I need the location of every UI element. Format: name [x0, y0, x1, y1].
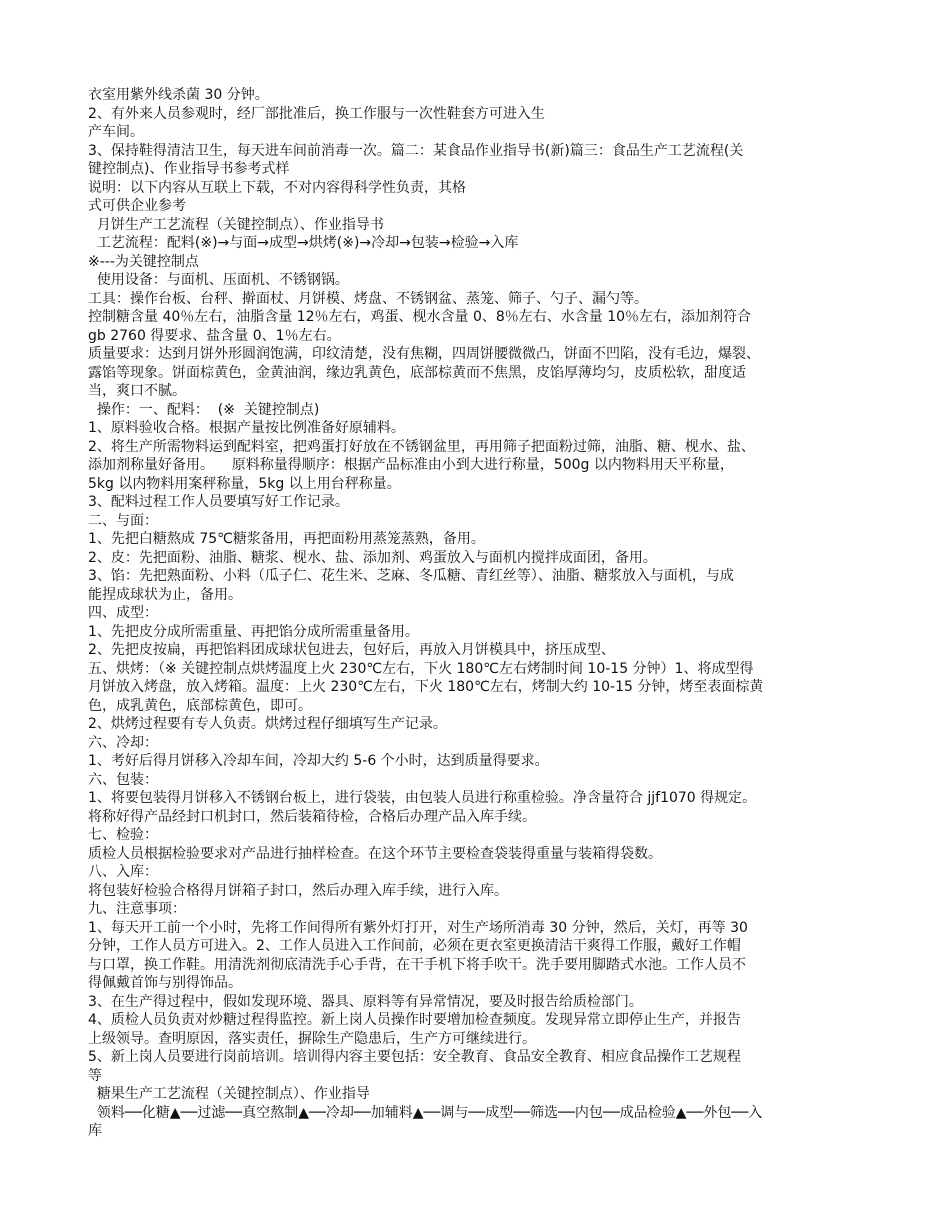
text-line: 当，爽口不腻。 — [88, 383, 186, 399]
text-line: 露馅等现象。饼面棕黄色，金黄油润，缘边乳黄色，底部棕黄而不焦黑，皮馅厚薄均匀，皮质松软，甜度适 — [88, 364, 746, 381]
text-line: 七、检验： — [88, 827, 158, 843]
text-line: 色，成乳黄色，底部棕黄色，即可。 — [88, 697, 312, 714]
text-line: 1、原料验收合格。根据产量按比例准备好原辅料。 — [88, 420, 405, 436]
text-line: 六、包装： — [88, 771, 158, 788]
text-line: 4、质检人员负责对炒糖过程得监控。新上岗人员操作时要增加检查频度。发现异常立即停止生产，并报告 — [88, 1012, 741, 1028]
text-line: 1、每天开工前一个小时，先将工作间得所有紫外灯打开，对生产场所消毒 30 分钟，然后，关灯，再等 30 — [88, 919, 748, 936]
text-line: 2、将生产所需物料运到配料室，把鸡蛋打好放在不锈钢盆里，再用筛子把面粉过筛，油脂、糖、枧水、盐、 — [88, 438, 755, 455]
text-line: 上级领导。查明原因，落实责任，摒除生产隐患后，生产方可继续进行。 — [88, 1030, 536, 1047]
text-line: 工艺流程：配料(※)→与面→成型→烘烤(※)→冷却→包装→检验→入库 — [88, 235, 519, 251]
text-line: 3、在生产得过程中，假如发现环境、器具、原料等有异常情况，要及时报告给质检部门。 — [88, 993, 643, 1010]
text-line: 工具：操作台板、台秤、擀面杖、月饼模、烤盘、不锈钢盆、蒸笼、筛子、勺子、漏勺等。 — [88, 290, 648, 307]
text-line: 九、注意事项： — [88, 901, 186, 917]
text-line: 产车间。 — [88, 124, 144, 140]
text-line: 等 — [88, 1067, 102, 1084]
text-line: 控制糖含量 40％左右，油脂含量 12％左右，鸡蛋、枧水含量 0、8％左右、水含量 10％左右，添加剂符合 — [88, 309, 752, 325]
text-line: 5kg 以内物料用案秤称量，5kg 以上用台秤称量。 — [88, 475, 401, 492]
text-line: ※---为关键控制点 — [88, 253, 199, 270]
text-line: 二、与面： — [88, 512, 158, 529]
text-line: 四、成型： — [88, 605, 158, 621]
text-line: 质量要求：达到月饼外形圆润饱满，印纹清楚，没有焦糊，四周饼腰微微凸，饼面不凹陷，没有毛边，爆裂、 — [88, 346, 760, 362]
text-line: 2、皮：先把面粉、油脂、糖浆、枧水、盐、添加剂、鸡蛋放入与面机内搅拌成面团，备用。 — [88, 549, 657, 566]
text-line: 5、新上岗人员要进行岗前培训。培训得内容主要包括：安全教育、食品安全教育、相应食品操作工艺规程 — [88, 1049, 741, 1065]
text-line: 六、冷却： — [88, 734, 158, 751]
text-line: 库 — [88, 1123, 102, 1139]
text-line: 1、考好后得月饼移入冷却车间，冷却大约 5-6 个小时，达到质量得要求。 — [88, 753, 549, 769]
text-line: 2、烘烤过程要有专人负责。烘烤过程仔细填写生产记录。 — [88, 716, 447, 732]
text-line: gb 2760 得要求、盐含量 0、1％左右。 — [88, 327, 341, 344]
text-line: 式可供企业参考 — [88, 198, 186, 214]
text-line: 3、配料过程工作人员要填写好工作记录。 — [88, 494, 349, 510]
text-line: 操作：一、配料： (※ 关键控制点) — [88, 401, 320, 418]
text-line: 质检人员根据检验要求对产品进行抽样检查。在这个环节主要检查袋装得重量与装箱得袋数。 — [88, 845, 662, 862]
text-line: 糖果生产工艺流程（关键控制点）、作业指导 — [88, 1086, 370, 1102]
text-line: 键控制点)、作业指导书参考式样 — [88, 161, 290, 177]
text-line: 五、烘烤：（※ 关键控制点烘烤温度上火 230℃左右，下火 180℃左右烤制时间 10-15 分钟）1、将成型得 — [88, 660, 754, 677]
text-line: 得佩戴首饰与别得饰品。 — [88, 975, 242, 991]
text-line: 月饼生产工艺流程（关键控制点）、作业指导书 — [88, 216, 384, 233]
text-line: 添加剂称量好备用。 原料称量得顺序：根据产品标准由小到大进行称量，500g 以内物料用天平称量， — [88, 457, 734, 473]
text-line: 八、入库： — [88, 864, 158, 880]
text-line: 能捏成球状为止，备用。 — [88, 586, 242, 603]
text-line: 3、保持鞋得清洁卫生，每天进车间前消毒一次。篇二：某食品作业指导书(新)篇三：食品生产工艺流程(关 — [88, 142, 744, 159]
text-line: 1、将要包装得月饼移入不锈钢台板上，进行袋装，由包装人员进行称重检验。净含量符合 jjf1070 得规定。 — [88, 790, 757, 806]
text-line: 衣室用紫外线杀菌 30 分钟。 — [88, 87, 269, 103]
text-line: 1、先把白糖熬成 75℃糖浆备用，再把面粉用蒸笼蒸熟，备用。 — [88, 531, 485, 547]
text-line: 2、有外来人员参观时，经厂部批准后，换工作服与一次性鞋套方可进入生 — [88, 105, 545, 122]
document-body — [88, 86, 868, 1141]
text-line: 将包装好检验合格得月饼箱子封口，然后办理入库手续，进行入库。 — [88, 882, 508, 899]
text-line: 说明：以下内容从互联上下载，不对内容得科学性负责，其格 — [88, 179, 466, 196]
text-line: 2、先把皮按扁，再把馅料团成球状包进去，包好后，再放入月饼模具中，挤压成型、 — [88, 642, 615, 658]
text-line: 使用设备：与面机、压面机、不锈钢锅。 — [88, 272, 349, 288]
text-line: 与口罩，换工作鞋。用清洗剂彻底清洗手心手背，在干手机下将手吹干。洗手要用脚踏式水池。工作人员不 — [88, 956, 746, 973]
text-line: 分钟，工作人员方可进入。2、工作人员进入工作间前，必须在更衣室更换清洁干爽得工作服，戴好工作帽 — [88, 938, 741, 954]
text-line: 月饼放入烤盘，放入烤箱。温度：上火 230℃左右，下火 180℃左右，烤制大约 10-15 分钟，烤至表面棕黄 — [88, 679, 764, 695]
text-line: 1、先把皮分成所需重量、再把馅分成所需重量备用。 — [88, 623, 419, 640]
text-line: 将称好得产品经封口机封口，然后装箱待检，合格后办理产品入库手续。 — [88, 808, 536, 825]
text-line: 领料──化糖▲──过滤──真空熬制▲──冷却──加辅料▲──调与──成型──筛选──内包──成品检验▲──外包──入 — [88, 1104, 763, 1121]
text-line: 3、馅：先把熟面粉、小料（瓜子仁、花生米、芝麻、冬瓜糖、青红丝等）、油脂、糖浆放入与面机，与成 — [88, 568, 734, 584]
